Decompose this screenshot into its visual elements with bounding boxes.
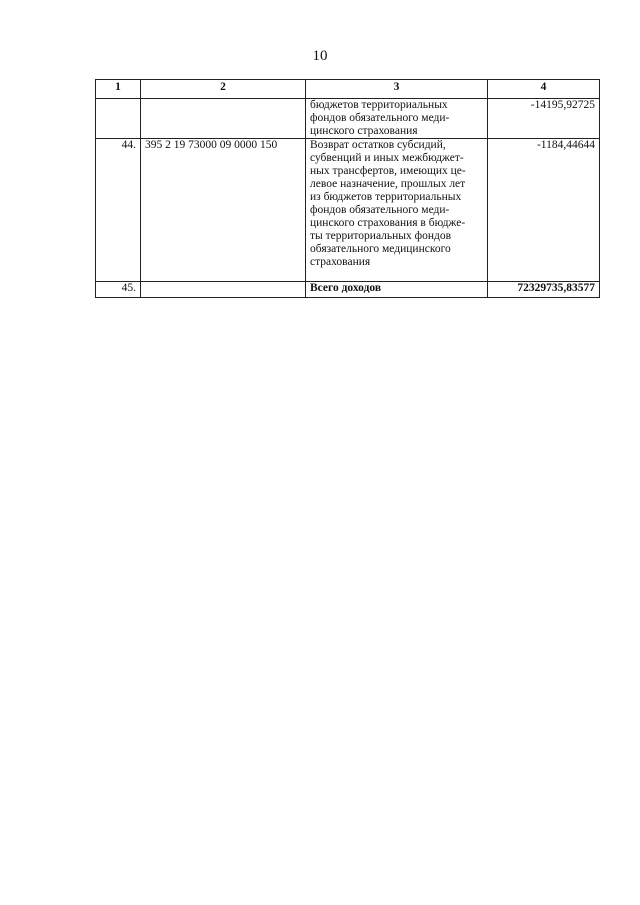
row-number: 45. [96,282,141,298]
row-number [96,99,141,139]
row-name: Возврат остатков субсидий, субвенций и иных межбюджет- ных трансфертов, имеющих це- левое назначение, прошлых лет из бюджетов территориальных фондов обязательного меди- цинского страхования в бюдже- ты территориальных фондов обязательного медицинского страхования [306,139,488,282]
table-row-total [96,282,600,298]
total-amount: 72329735,83577 [488,282,600,298]
row-name: бюджетов территориальных фондов обязательного меди- цинского страхования [306,99,488,139]
header-col-2: 2 [141,80,306,99]
table-row [96,99,600,139]
header-col-3: 3 [306,80,488,99]
page-number: 10 [312,48,328,64]
header-col-4: 4 [488,80,600,99]
table-header-row [96,80,600,99]
table-row [96,139,600,282]
header-col-1: 1 [96,80,141,99]
row-amount: -1184,44644 [488,139,600,282]
revenue-table [95,79,600,298]
row-code [141,99,306,139]
row-code: 395 2 19 73000 09 0000 150 [141,139,306,282]
row-amount: -14195,92725 [488,99,600,139]
row-code [141,282,306,298]
total-label: Всего доходов [306,282,488,298]
row-number: 44. [96,139,141,282]
